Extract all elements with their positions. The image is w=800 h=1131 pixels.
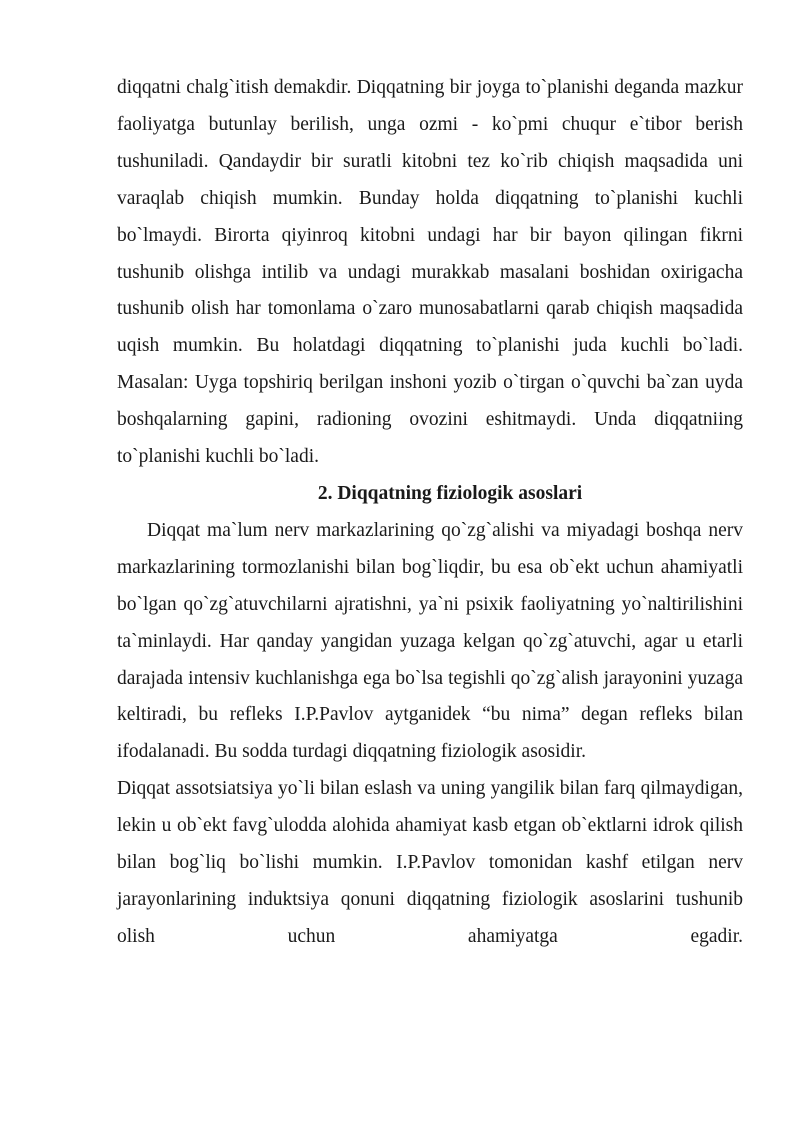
section-heading: 2. Diqqatning fiziologik asoslari (317, 482, 583, 504)
body-paragraph-1: diqqatni chalg`itish demakdir. Diqqatning bir joyga to`planishi deganda mazkur faoliyatga butunlay berilish, unga ozmi - ko`pmi chuqur e`tibor berish tushuniladi. Qandaydir bir suratli kitobni tez ko`rib chiqish maqsadida uni varaqlab chiqish mumkin. Bunday holda diqqatning to`planishi kuchli bo`lmaydi. Birorta qiyinroq kitobni undagi har bir bayon qilingan fikrni tushunib olishga intilib va undagi murakkab masalani boshidan oxirigacha tushunib olish har tomonlama o`zaro munosabatlarni qarab chiqish maqsadida uqish mumkin. Bu holatdagi diqqatning to`planishi juda kuchli bo`ladi. Masalan: Uyga topshiriq berilgan inshoni yozib o`tirgan o`quvchi ba`zan uyda boshqalarning gapini, radioning ovozini eshitmaydi. Unda diqqatniing to`planishi kuchli bo`ladi. (117, 77, 743, 468)
body-paragraph-2: Diqqat ma`lum nerv markazlarining qo`zg`alishi va miyadagi boshqa nerv markazlarining tormozlanishi bilan bog`liqdir, bu esa ob`ekt uchun ahamiyatli bo`lgan qo`zg`atuvchilarni ajratishni, ya`ni psixik faoliyatning yo`naltirilishini ta`minlaydi. Har qanday yangidan yuzaga kelgan qo`zg`atuvchi, agar u etarli darajada intensiv kuchlanishga ega bo`lsa tegishli qo`zg`alish jarayonini yuzaga keltiradi, bu refleks I.P.Pavlov aytganidek “bu nima” degan refleks bilan ifodalanadi. Bu sodda turdagi diqqatning fiziologik asosidir. (117, 519, 743, 763)
document-page (117, 70, 743, 956)
body-paragraph-3: Diqqat assotsiatsiya yo`li bilan eslash va uning yangilik bilan farq qilmaydigan, lekin u ob`ekt favg`ulodda alohida ahamiyat kasb etgan ob`ektlarni idrok qilish bilan bog`liq bo`lishi mumkin. I.P.Pavlov tomonidan kashf etilgan nerv jarayonlarining induktsiya qonuni diqqatning fiziologik asoslarini tushunib olish uchun ahamiyatga egadir. (117, 778, 743, 947)
